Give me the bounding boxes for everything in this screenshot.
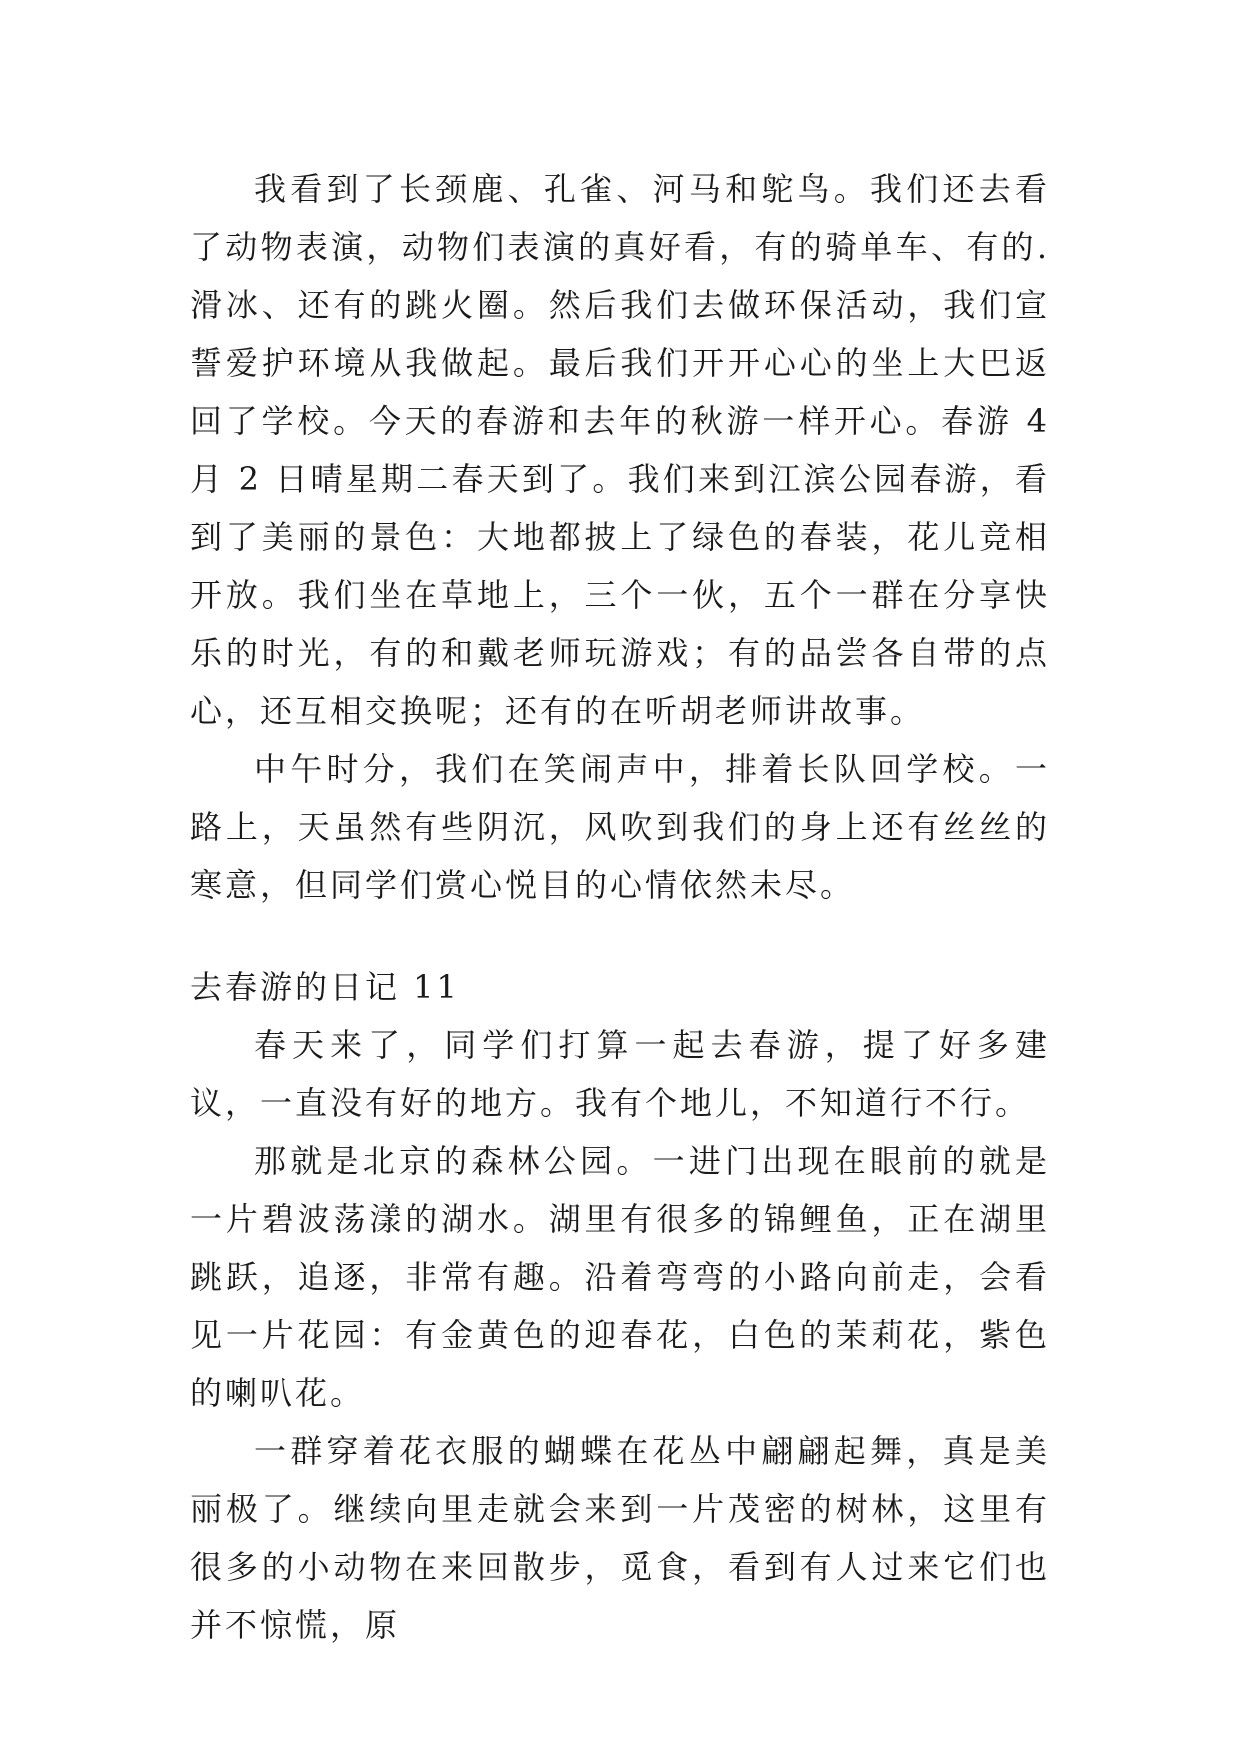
- paragraph-butterflies: 一群穿着花衣服的蝴蝶在花丛中翩翩起舞，真是美丽极了。继续向里走就会来到一片茂密的树林，这里有很多的小动物在来回散步，觅食，看到有人过来它们也并不惊慌，原: [190, 1432, 1050, 1644]
- paragraph-zoo-visit: 我看到了长颈鹿、孔雀、河马和鸵鸟。我们还去看了动物表演，动物们表演的真好看，有的骑单车、有的.滑冰、还有的跳火圈。然后我们去做环保活动，我们宣誓爱护环境从我做起。最后我们开开心心的坐上大巴返回了学校。今天的春游和去年的秋游一样开心。春游 4 月 2 日晴星期二春天到了。我们来到江滨公园春游，看到了美丽的景色：大地都披上了绿色的春装，花儿竞相开放。我们坐在草地上，三个一伙，五个一群在分享快乐的时光，有的和戴老师玩游戏；有的品尝各自带的点心，还互相交换呢；还有的在听胡老师讲故事。: [190, 170, 1050, 730]
- paragraph-spring-plan: 春天来了，同学们打算一起去春游，提了好多建议，一直没有好的地方。我有个地儿，不知道行不行。: [190, 1026, 1050, 1122]
- paragraph-return-school: 中午时分，我们在笑闹声中，排着长队回学校。一路上，天虽然有些阴沉，风吹到我们的身上还有丝丝的寒意，但同学们赏心悦目的心情依然未尽。: [190, 750, 1050, 904]
- paragraph-forest-park: 那就是北京的森林公园。一进门出现在眼前的就是一片碧波荡漾的湖水。湖里有很多的锦鲤鱼，正在湖里跳跃，追逐，非常有趣。沿着弯弯的小路向前走，会看见一片花园：有金黄色的迎春花，白色的茉莉花，紫色的喇叭花。: [190, 1142, 1050, 1412]
- document-body: [190, 160, 1050, 1654]
- section-heading: 去春游的日记 11: [190, 968, 460, 1006]
